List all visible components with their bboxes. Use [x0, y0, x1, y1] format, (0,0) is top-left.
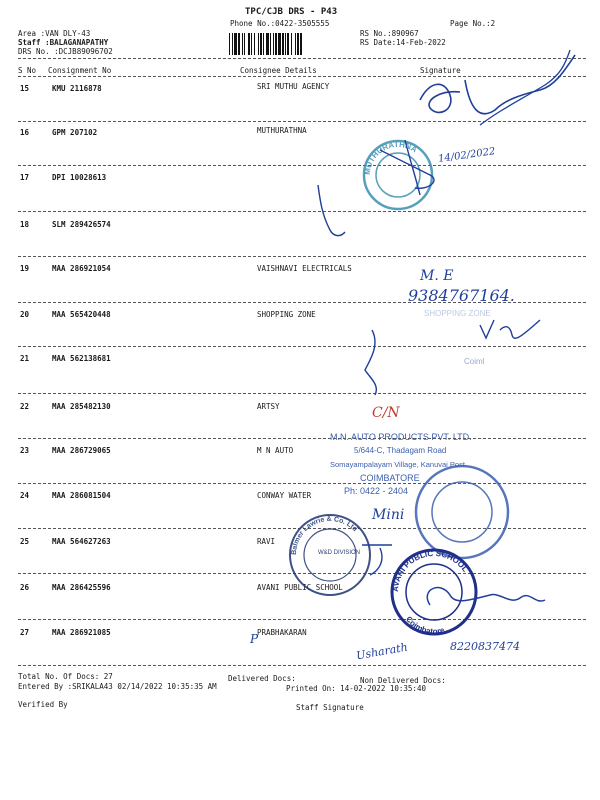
handwritten-mobile: 8220837474 [450, 640, 520, 653]
row-consignment: MAA 285482130 [52, 402, 111, 411]
row-sno: 17 [20, 173, 30, 182]
mn-auto-stamp-line1: M.N. AUTO PRODUCTS PVT. LTD. [330, 432, 472, 442]
col-sno: S No [18, 66, 37, 75]
balmer-stamp-text: Balmer Lawrie & Co. Ltd [290, 515, 359, 556]
row-consignment: MAA 286921054 [52, 264, 111, 273]
mn-auto-round-stamp [416, 466, 508, 558]
staff-signature-label: Staff Signature [296, 703, 364, 712]
row-sno: 26 [20, 583, 30, 592]
verified-by: Verified By [18, 700, 68, 709]
row-consignment: KMU 2116878 [52, 84, 102, 93]
row-consignment: MAA 286729065 [52, 446, 111, 455]
row-sno: 22 [20, 402, 30, 411]
row-consignment: SLM 289426574 [52, 220, 111, 229]
shopping-zone-city: Coiml [464, 357, 485, 366]
drs-number: DRS No. :DCJB89096702 [18, 47, 113, 56]
non-delivered-docs: Non Delivered Docs: [360, 676, 446, 685]
row-consignment: MAA 286921085 [52, 628, 111, 637]
wd-division-text: W&D DIVISION [318, 550, 361, 556]
avani-stamp-city: Coimbatore [404, 614, 446, 637]
row-consignee: RAVI [257, 537, 276, 546]
row-consignment: MAA 562138681 [52, 354, 111, 363]
col-consignee: Consignee Details [240, 66, 317, 75]
row-consignment: MAA 286081504 [52, 491, 111, 500]
svg-text:AVANI PUBLIC SCHOOL [391, 549, 470, 592]
row-consignment: GPM 207102 [52, 128, 98, 137]
row-consignee: SHOPPING ZONE [257, 310, 316, 319]
signature-mark [427, 588, 545, 605]
rs-number: RS No.:890967 [360, 29, 419, 38]
row-consignment: MAA 286425596 [52, 583, 111, 592]
mn-auto-stamp-line5: Ph: 0422 - 2404 [344, 486, 409, 496]
col-consignment: Consignment No [48, 66, 112, 75]
handwritten-date: 14/02/2022 [437, 146, 497, 165]
avani-stamp-text: AVANI PUBLIC SCHOOL [390, 548, 470, 593]
total-docs: Total No. Of Docs: 27 [18, 672, 113, 681]
sheet-title: TPC/CJB DRS - P43 [245, 7, 338, 17]
handwritten-phone: 9384767164. [408, 286, 515, 305]
handwritten-mini: Mini [372, 507, 405, 523]
handwritten-cn: C/N [372, 405, 400, 421]
row-sno: 20 [20, 310, 30, 319]
muthurathna-stamp-text: MUTHURATHNA [362, 139, 419, 176]
printed-on: Printed On: 14-02-2022 10:35:40 [286, 684, 426, 693]
signature-mark [365, 330, 376, 395]
row-consignment: MAA 564627263 [52, 537, 111, 546]
row-consignment: DPI 10028613 [52, 173, 107, 182]
row-consignee: AVANI PUBLIC SCHOOL [257, 583, 343, 592]
row-sno: 21 [20, 354, 30, 363]
row-sno: 24 [20, 491, 30, 500]
page-number: Page No.:2 [450, 19, 496, 28]
handwritten-initials: M. E [420, 268, 454, 284]
signature-mark [480, 50, 570, 125]
row-consignee: ARTSY [257, 402, 280, 411]
signature-mark [480, 320, 540, 338]
row-sno: 23 [20, 446, 30, 455]
staff-label: Staff :BALAGANAPATHY [18, 38, 109, 47]
shopping-zone-stamp: SHOPPING ZONE [424, 309, 491, 318]
muthurathna-stamp [363, 140, 432, 209]
row-consignee: PRABHAKARAN [257, 628, 307, 637]
handwritten-mark: P [250, 632, 259, 646]
row-sno: 18 [20, 220, 30, 229]
row-consignee: M N AUTO [257, 446, 294, 455]
handwritten-name: Usharath [355, 640, 409, 663]
mn-auto-stamp-line3: Somayampalayam Village, Kanuvai Post [330, 460, 465, 469]
row-sno: 19 [20, 264, 30, 273]
avani-school-stamp [391, 549, 476, 636]
entered-by: Entered By :SRIKALA43 02/14/2022 10:35:35 AM [18, 682, 217, 691]
signature-mark [420, 55, 575, 114]
row-consignment: MAA 565420448 [52, 310, 111, 319]
row-consignee: SRI MUTHU AGENCY [257, 82, 330, 91]
col-signature: Signature [420, 66, 461, 75]
area-label: Area :VAN DLY-43 [18, 29, 91, 38]
row-consignee: CONWAY WATER [257, 491, 312, 500]
rs-date: RS Date:14-Feb-2022 [360, 38, 446, 47]
row-consignee: VAISHNAVI ELECTRICALS [257, 264, 352, 273]
delivered-docs: Delivered Docs: [228, 674, 296, 683]
row-sno: 16 [20, 128, 30, 137]
row-consignee: MUTHURATHNA [257, 126, 307, 135]
phone-number: Phone No.:0422-3505555 [230, 19, 330, 28]
row-sno: 25 [20, 537, 30, 546]
row-sno: 27 [20, 628, 30, 637]
row-sno: 15 [20, 84, 30, 93]
mn-auto-stamp-line2: 5/644-C, Thadagam Road [354, 446, 447, 455]
mn-auto-stamp-line4: COIMBATORE [360, 473, 420, 483]
signature-mark [318, 185, 345, 236]
